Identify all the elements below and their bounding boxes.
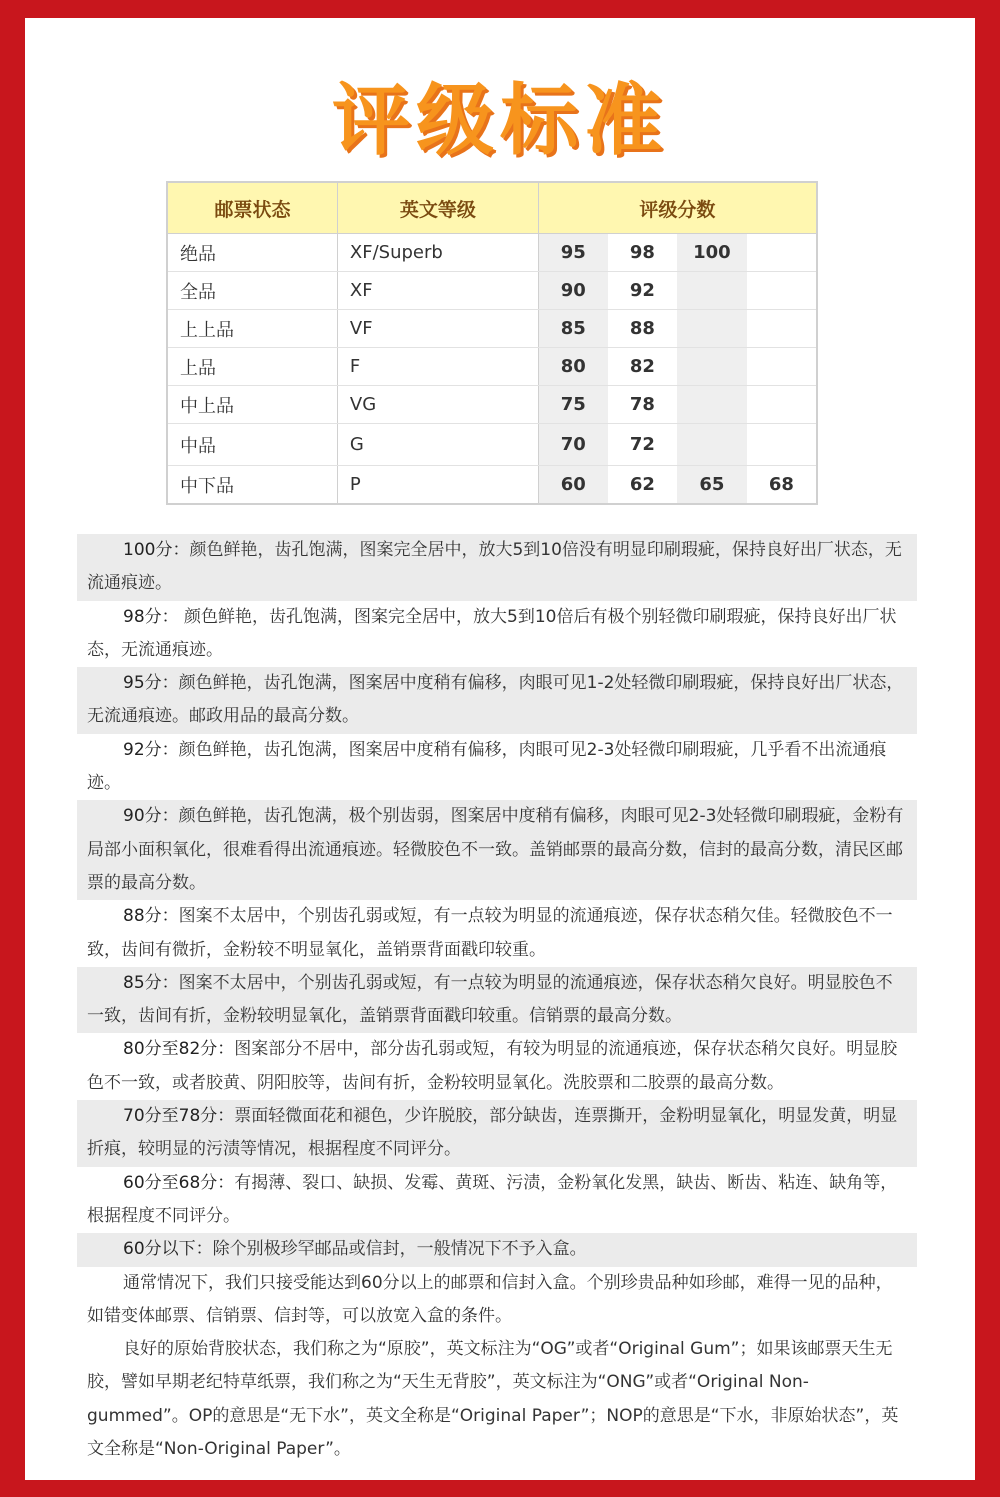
page-sheet [25, 18, 975, 1480]
score-cell [747, 424, 817, 466]
score-cell: 88 [608, 310, 677, 348]
description-paragraph [77, 1233, 917, 1266]
score-cell: 62 [608, 466, 677, 505]
description-text: 颜色鲜艳，齿孔饱满，图案居中度稍有偏移，肉眼可见2-3处轻微印刷瑕疵，几乎看不出流通痕迹。 [87, 739, 887, 794]
score-cell [747, 348, 817, 386]
score-cell [677, 310, 747, 348]
description-text: 颜色鲜艳，齿孔饱满，图案完全居中，放大5到10倍后有极个别轻微印刷瑕疵，保持良好出厂状态，无流通痕迹。 [87, 606, 897, 660]
table-row [167, 272, 817, 310]
description-text: 图案不太居中，个别齿孔弱或短，有一点较为明显的流通痕迹，保存状态稍欠佳。轻微胶色不一致，齿间有微折，金粉较不明显氧化，盖销票背面戳印较重。 [87, 906, 893, 960]
score-label: 88分： [123, 906, 179, 927]
score-cell: 80 [538, 348, 608, 386]
grade-cell: G [337, 424, 538, 466]
score-cell: 60 [538, 466, 608, 505]
score-label: 60分至68分： [123, 1172, 235, 1193]
grade-cell: XF/Superb [337, 234, 538, 272]
score-label: 90分： [123, 806, 179, 827]
score-cell: 78 [608, 386, 677, 424]
description-text: 图案不太居中，个别齿孔弱或短，有一点较为明显的流通痕迹，保存状态稍欠良好。明显胶色不一致，齿间有折，金粉较明显氧化，盖销票背面戳印较重。信销票的最高分数。 [87, 972, 893, 1027]
table-row [167, 234, 817, 272]
score-cell: 85 [538, 310, 608, 348]
status-cell: 上上品 [167, 310, 337, 348]
score-cell: 68 [747, 466, 817, 505]
grade-cell: XF [337, 272, 538, 310]
grade-descriptions [77, 534, 917, 1466]
score-label: 92分： [123, 739, 179, 760]
status-cell: 全品 [167, 272, 337, 310]
score-cell [747, 234, 817, 272]
page-title: 评级标准 [331, 76, 668, 166]
grade-cell: F [337, 348, 538, 386]
grade-cell: P [337, 466, 538, 505]
status-cell: 中下品 [167, 466, 337, 505]
score-cell [747, 272, 817, 310]
score-cell: 92 [608, 272, 677, 310]
score-cell: 75 [538, 386, 608, 424]
score-label: 80分至82分： [123, 1039, 235, 1060]
note-paragraph: 通常情况下，我们只接受能达到60分以上的邮票和信封入盒。个别珍贵品种如珍邮，难得一见的品种，如错变体邮票、信销票、信封等，可以放宽入盒的条件。 [87, 1272, 893, 1326]
grade-cell: VG [337, 386, 538, 424]
status-cell: 中品 [167, 424, 337, 466]
score-label: 100分： [123, 540, 190, 560]
score-cell [677, 348, 747, 386]
description-paragraph [77, 734, 917, 801]
note-paragraph: 良好的原始背胶状态，我们称之为“原胶”，英文标注为“OG”或者“Original Gum”；如果该邮票天生无胶，譬如早期老纪特草纸票，我们称之为“天生无背胶”，英文标注为“ONG”或者“Original Non-gummed”。OP的意思是“无下水”，英文全称是“Original Paper”；NOP的意思是“下水，非原始状态”，英文全称是“Non-Original Paper”。 [87, 1339, 899, 1460]
score-label: 60分以下： [123, 1239, 213, 1260]
status-cell: 绝品 [167, 234, 337, 272]
header-status: 邮票状态 [167, 182, 337, 234]
table-row [167, 348, 817, 386]
grading-table [166, 181, 818, 505]
description-paragraph [77, 601, 917, 668]
description-paragraph [77, 1167, 917, 1234]
table-row [167, 424, 817, 466]
score-cell: 100 [677, 234, 747, 272]
header-grade: 英文等级 [337, 182, 538, 234]
description-text: 票面轻微面花和褪色，少许脱胶，部分缺齿，连票撕开，金粉明显氧化，明显发黄，明显折痕，较明显的污渍等情况，根据程度不同评分。 [87, 1106, 898, 1160]
description-text: 颜色鲜艳，齿孔饱满，图案完全居中，放大5到10倍没有明显印刷瑕疵，保持良好出厂状态，无流通痕迹。 [87, 540, 902, 594]
description-paragraph [77, 800, 917, 900]
score-label: 95分： [123, 673, 179, 694]
score-label: 85分： [123, 972, 179, 993]
description-text: 颜色鲜艳，齿孔饱满，图案居中度稍有偏移，肉眼可见1-2处轻微印刷瑕疵，保持良好出厂状态，无流通痕迹。邮政用品的最高分数。 [87, 673, 904, 727]
status-cell: 上品 [167, 348, 337, 386]
description-text: 有揭薄、裂口、缺损、发霉、黄斑、污渍，金粉氧化发黑，缺齿、断齿、粘连、缺角等，根据程度不同评分。 [87, 1172, 898, 1226]
score-cell [677, 386, 747, 424]
score-cell: 72 [608, 424, 677, 466]
description-paragraph [77, 534, 917, 601]
description-paragraph [77, 900, 917, 967]
table-row [167, 386, 817, 424]
table-row [167, 310, 817, 348]
score-cell: 65 [677, 466, 747, 505]
description-paragraph [77, 1100, 917, 1167]
status-cell: 中上品 [167, 386, 337, 424]
description-text: 颜色鲜艳，齿孔饱满，极个别齿弱，图案居中度稍有偏移，肉眼可见2-3处轻微印刷瑕疵，金粉有局部小面积氧化，很难看得出流通痕迹。轻微胶色不一致。盖销邮票的最高分数，信封的最高分数，清民区邮票的最高分数。 [87, 806, 904, 893]
header-score: 评级分数 [538, 182, 817, 234]
score-cell: 82 [608, 348, 677, 386]
description-text: 图案部分不居中，部分齿孔弱或短，有较为明显的流通痕迹，保存状态稍欠良好。明显胶色不一致，或者胶黄、阴阳胶等，齿间有折，金粉较明显氧化。洗胶票和二胶票的最高分数。 [87, 1039, 898, 1093]
score-cell [747, 386, 817, 424]
table-header-row [167, 182, 817, 234]
score-cell: 90 [538, 272, 608, 310]
score-cell: 95 [538, 234, 608, 272]
description-paragraph [77, 967, 917, 1034]
description-paragraph [77, 667, 917, 734]
grade-cell: VF [337, 310, 538, 348]
score-cell [677, 272, 747, 310]
score-cell: 70 [538, 424, 608, 466]
description-text: 除个别极珍罕邮品或信封，一般情况下不予入盒。 [212, 1239, 587, 1260]
score-label: 98分： [123, 606, 179, 627]
score-cell [677, 424, 747, 466]
score-cell [747, 310, 817, 348]
score-label: 70分至78分： [123, 1106, 235, 1127]
table-row [167, 466, 817, 505]
description-paragraph [77, 1033, 917, 1100]
score-cell: 98 [608, 234, 677, 272]
